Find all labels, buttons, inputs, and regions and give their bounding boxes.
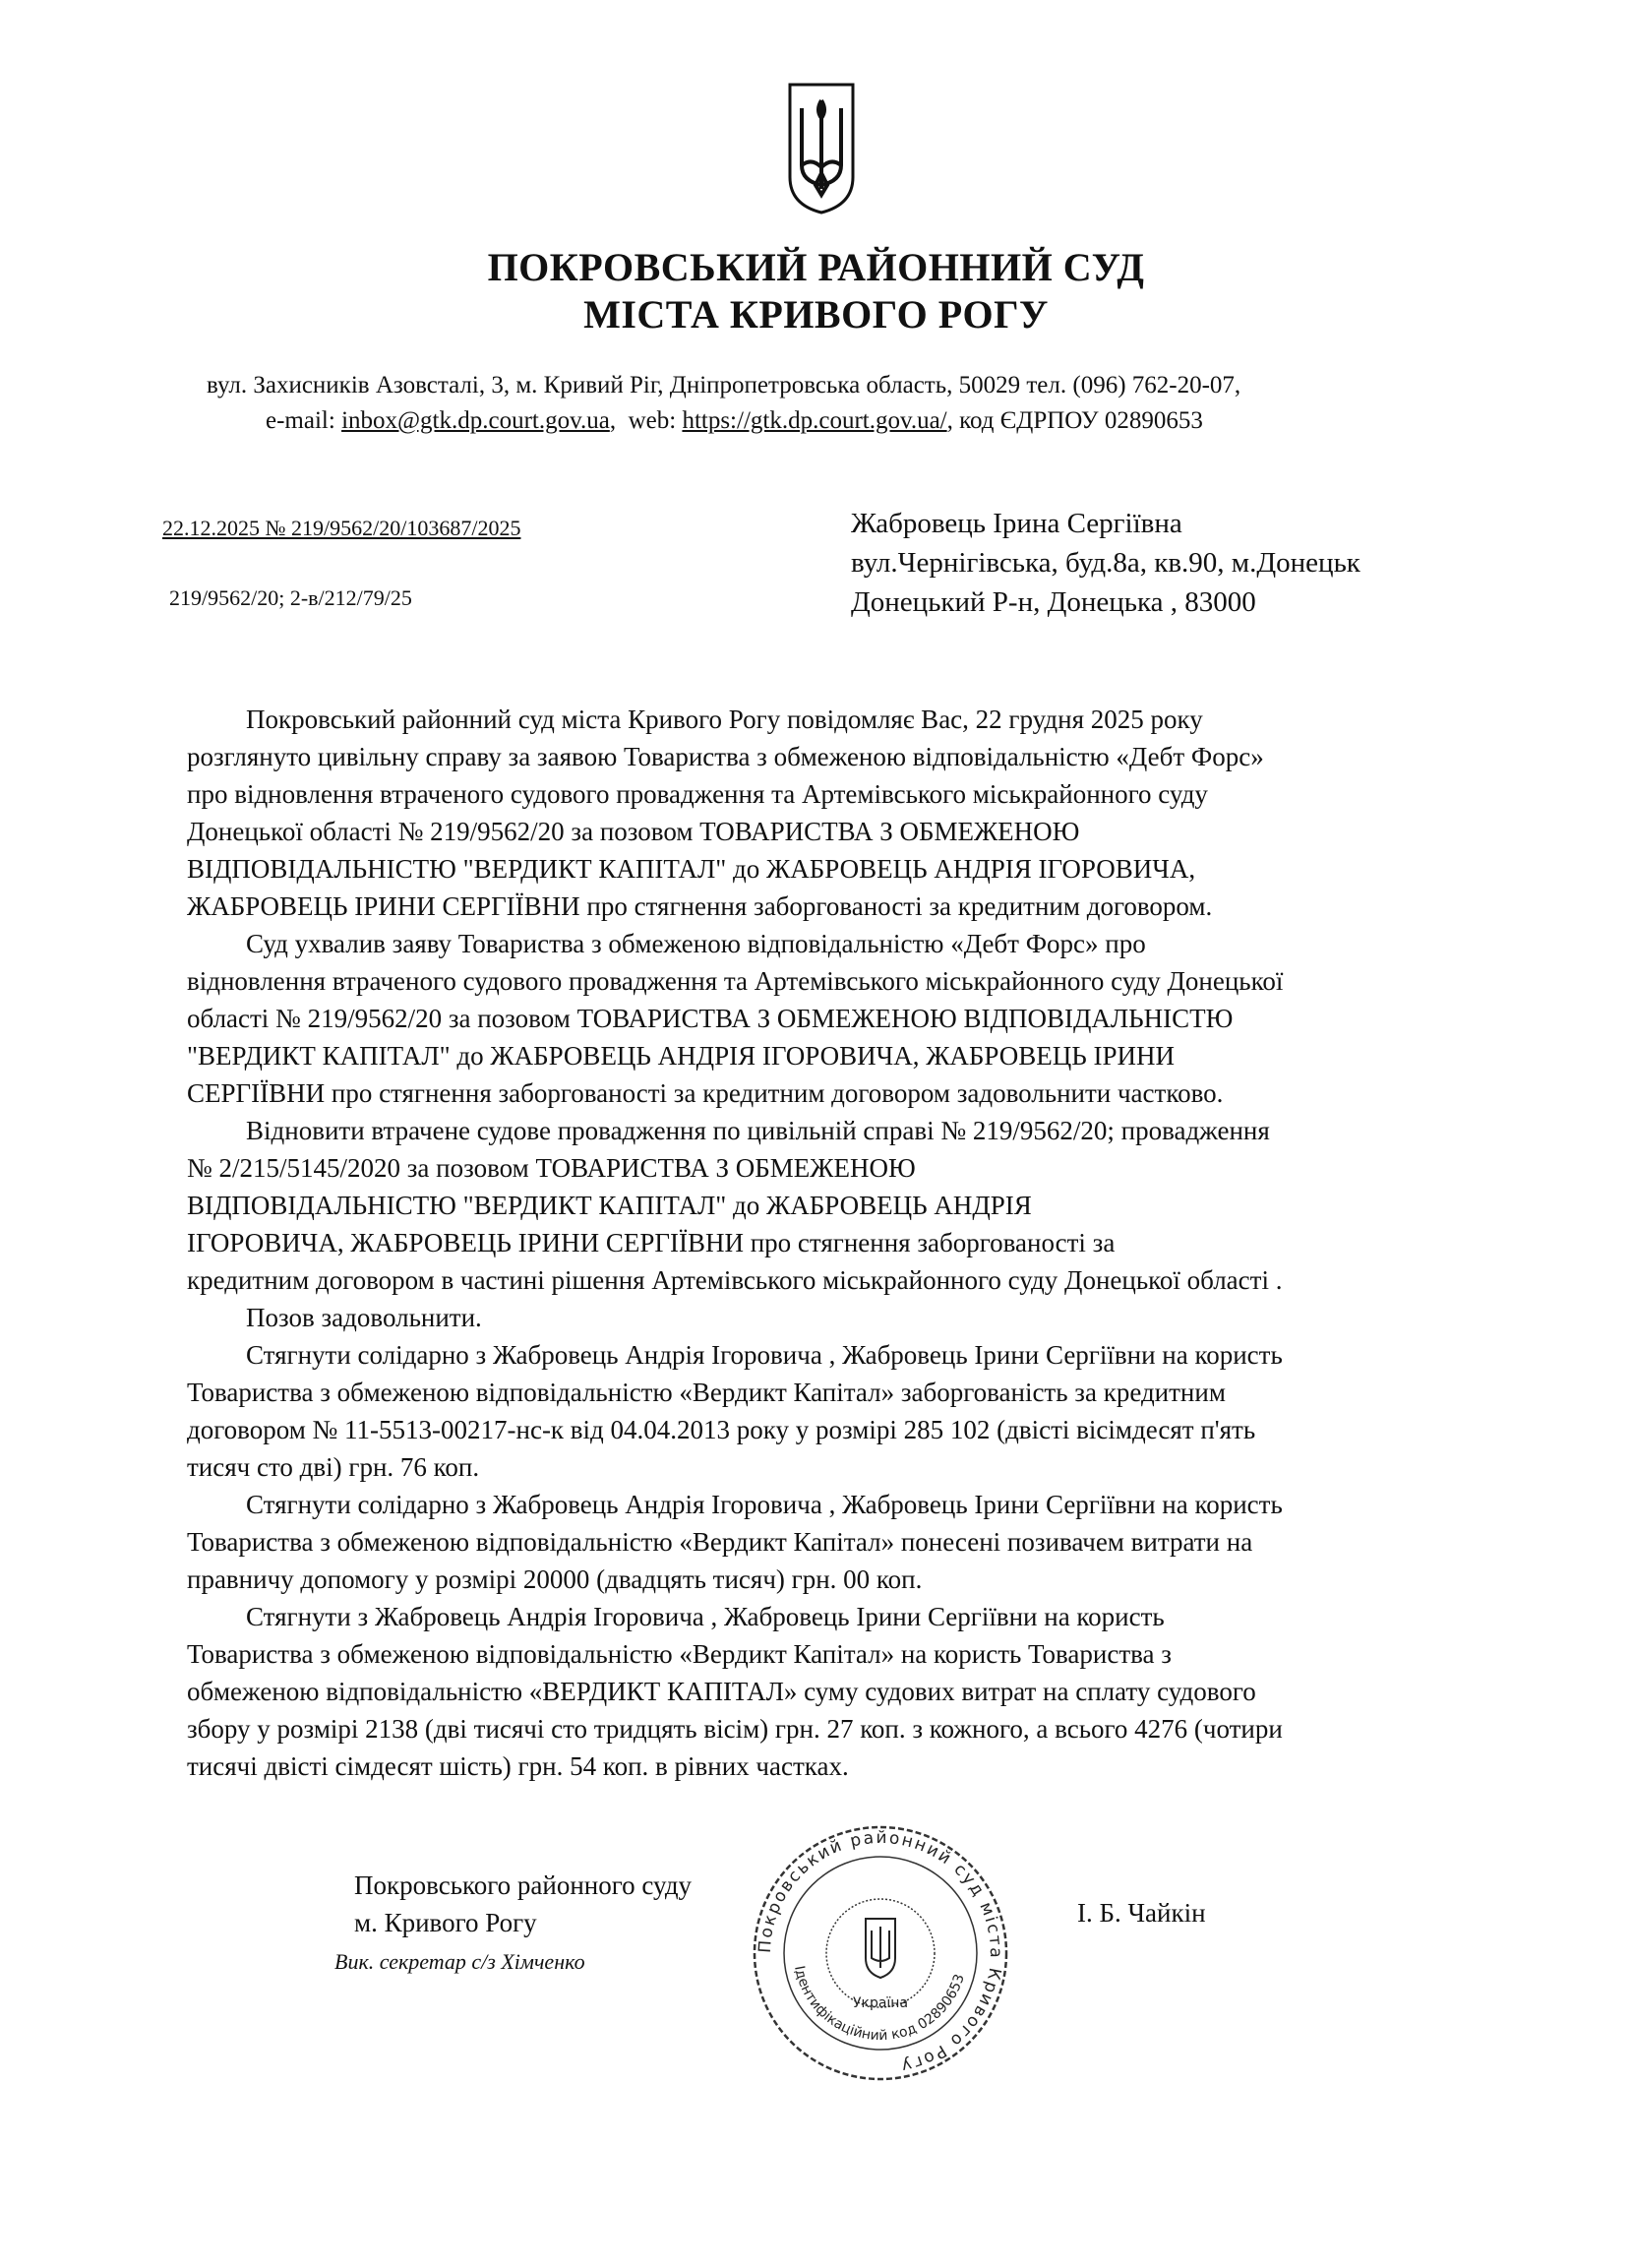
body-line: Донецької області № 219/9562/20 за позовом ТОВАРИСТВА З ОБМЕЖЕНОЮ: [187, 817, 1080, 846]
body-line: збору у розмірі 2138 (дві тисячі сто тридцять вісім) грн. 27 коп. з кожного, а всього 4276 (чотири: [187, 1714, 1283, 1744]
signature-org-line2: м. Кривого Рогу: [354, 1908, 537, 1937]
signature-org-line1: Покровського районного суду: [354, 1870, 693, 1900]
body-line: правничу допомогу у розмірі 20000 (двадцять тисяч) грн. 00 коп.: [187, 1564, 923, 1594]
outgoing-reference: [162, 516, 520, 541]
body-line: розглянуто цивільну справу за заявою Товариства з обмеженою відповідальністю «Дебт Форс»: [187, 742, 1264, 771]
letter-body: [187, 701, 1544, 1785]
body-line: відновлення втраченого судового провадження та Артемівського міськрайонного суду Донецької: [187, 966, 1284, 996]
body-line: Стягнути солідарно з Жабровець Андрія Ігоровича , Жабровець Ірини Сергіївни на користь: [246, 1490, 1283, 1519]
body-line: "ВЕРДИКТ КАПІТАЛ" до ЖАБРОВЕЦЬ АНДРІЯ ІГОРОВИЧА, ЖАБРОВЕЦЬ ІРИНИ: [187, 1041, 1175, 1071]
web-link[interactable]: https://gtk.dp.court.gov.ua/: [682, 407, 947, 434]
body-line: Товариства з обмеженою відповідальністю «Вердикт Капітал» на користь Товариства з: [187, 1639, 1172, 1669]
body-line: обмеженою відповідальністю «ВЕРДИКТ КАПІТАЛ» суму судових витрат на сплату судового: [187, 1677, 1256, 1706]
stamp-outer-text: Покровський районний суд міста Кривого Рогу: [755, 1827, 1006, 2077]
email-link[interactable]: inbox@gtk.dp.court.gov.ua: [341, 407, 610, 434]
judge-name: І. Б. Чайкін: [1077, 1898, 1206, 1928]
stamp-country: Україна: [852, 1995, 909, 2011]
recipient-block: [851, 504, 1360, 622]
body-line: ВІДПОВІДАЛЬНІСТЮ "ВЕРДИКТ КАПІТАЛ" до ЖАБРОВЕЦЬ АНДРІЯ ІГОРОВИЧА,: [187, 854, 1196, 884]
body-line: кредитним договором в частині рішення Артемівського міськрайонного суду Донецької області .: [187, 1265, 1283, 1295]
body-line: СЕРГІЇВНИ про стягнення заборгованості за кредитним договором задовольнити частково.: [187, 1078, 1224, 1108]
case-numbers: 219/9562/20; 2-в/212/79/25: [169, 585, 412, 610]
body-line: Покровський районний суд міста Кривого Рогу повідомляє Вас, 22 грудня 2025 року: [246, 705, 1203, 734]
body-line: Стягнути з Жабровець Андрія Ігоровича , Жабровець Ірини Сергіївни на користь: [246, 1602, 1165, 1631]
court-name-line2: МІСТА КРИВОГО РОГУ: [583, 292, 1049, 337]
body-line: Стягнути солідарно з Жабровець Андрія Ігоровича , Жабровець Ірини Сергіївни на користь: [246, 1340, 1283, 1370]
stamp-inner-text: Ідентифікаційний код 02890653: [791, 1964, 968, 2045]
body-line: договором № 11-5513-00217-нс-к від 04.04.2013 року у розмірі 285 102 (двісті вісімдесят п'ять: [187, 1415, 1256, 1444]
body-line: Відновити втрачене судове провадження по цивільній справі № 219/9562/20; провадження: [246, 1116, 1270, 1145]
body-line: тисячі двісті сімдесят шість) грн. 54 коп. в рівних частках.: [187, 1751, 849, 1781]
body-line: № 2/215/5145/2020 за позовом ТОВАРИСТВА З ОБМЕЖЕНОЮ: [187, 1153, 916, 1183]
court-name-line1: ПОКРОВСЬКИЙ РАЙОННИЙ СУД: [487, 245, 1145, 289]
body-line: Позов задовольнити.: [246, 1303, 482, 1332]
recipient-address-2: Донецький Р-н, Донецька , 83000: [851, 586, 1256, 618]
trident-emblem-icon: [782, 79, 861, 216]
letter-number: № 219/9562/20/103687/2025: [265, 516, 521, 540]
secretary-line: Вик. секретар с/з Хімченко: [334, 1949, 585, 1974]
body-line: Товариства з обмеженою відповідальністю «Вердикт Капітал» заборгованість за кредитним: [187, 1378, 1226, 1407]
body-line: Товариства з обмеженою відповідальністю «Вердикт Капітал» понесені позивачем витрати на: [187, 1527, 1253, 1557]
edrpou-code: код ЄДРПОУ 02890653: [959, 407, 1203, 434]
body-line: про відновлення втраченого судового провадження та Артемівського міськрайонного суду: [187, 779, 1208, 809]
body-line: Суд ухвалив заяву Товариства з обмеженою відповідальністю «Дебт Форс» про: [246, 929, 1146, 958]
body-line: тисяч сто дві) грн. 76 коп.: [187, 1452, 480, 1482]
body-line: ІГОРОВИЧА, ЖАБРОВЕЦЬ ІРИНИ СЕРГІЇВНИ про стягнення заборгованості за: [187, 1228, 1116, 1257]
email-label: e-mail:: [266, 407, 335, 434]
letter-date: 22.12.2025: [162, 516, 260, 540]
court-address: вул. Захисників Азовсталі, 3, м. Кривий Ріг, Дніпропетровська область, 50029 тел. (096) 762-20-07,: [207, 372, 1241, 398]
web-label: web:: [628, 407, 677, 434]
body-line: ВІДПОВІДАЛЬНІСТЮ "ВЕРДИКТ КАПІТАЛ" до ЖАБРОВЕЦЬ АНДРІЯ: [187, 1191, 1032, 1220]
body-line: ЖАБРОВЕЦЬ ІРИНИ СЕРГІЇВНИ про стягнення заборгованості за кредитним договором.: [187, 891, 1213, 921]
recipient-name: Жабровець Ірина Сергіївна: [851, 508, 1182, 539]
recipient-address-1: вул.Чернігівська, буд.8а, кв.90, м.Донецьк: [851, 547, 1360, 579]
court-contacts: e-mail: inbox@gtk.dp.court.gov.ua, web: https://gtk.dp.court.gov.ua/, код ЄДРПОУ 02890653: [266, 407, 1203, 434]
court-seal-stamp: [748, 1820, 1013, 2086]
body-line: області № 219/9562/20 за позовом ТОВАРИСТВА З ОБМЕЖЕНОЮ ВІДПОВІДАЛЬНІСТЮ: [187, 1004, 1234, 1033]
